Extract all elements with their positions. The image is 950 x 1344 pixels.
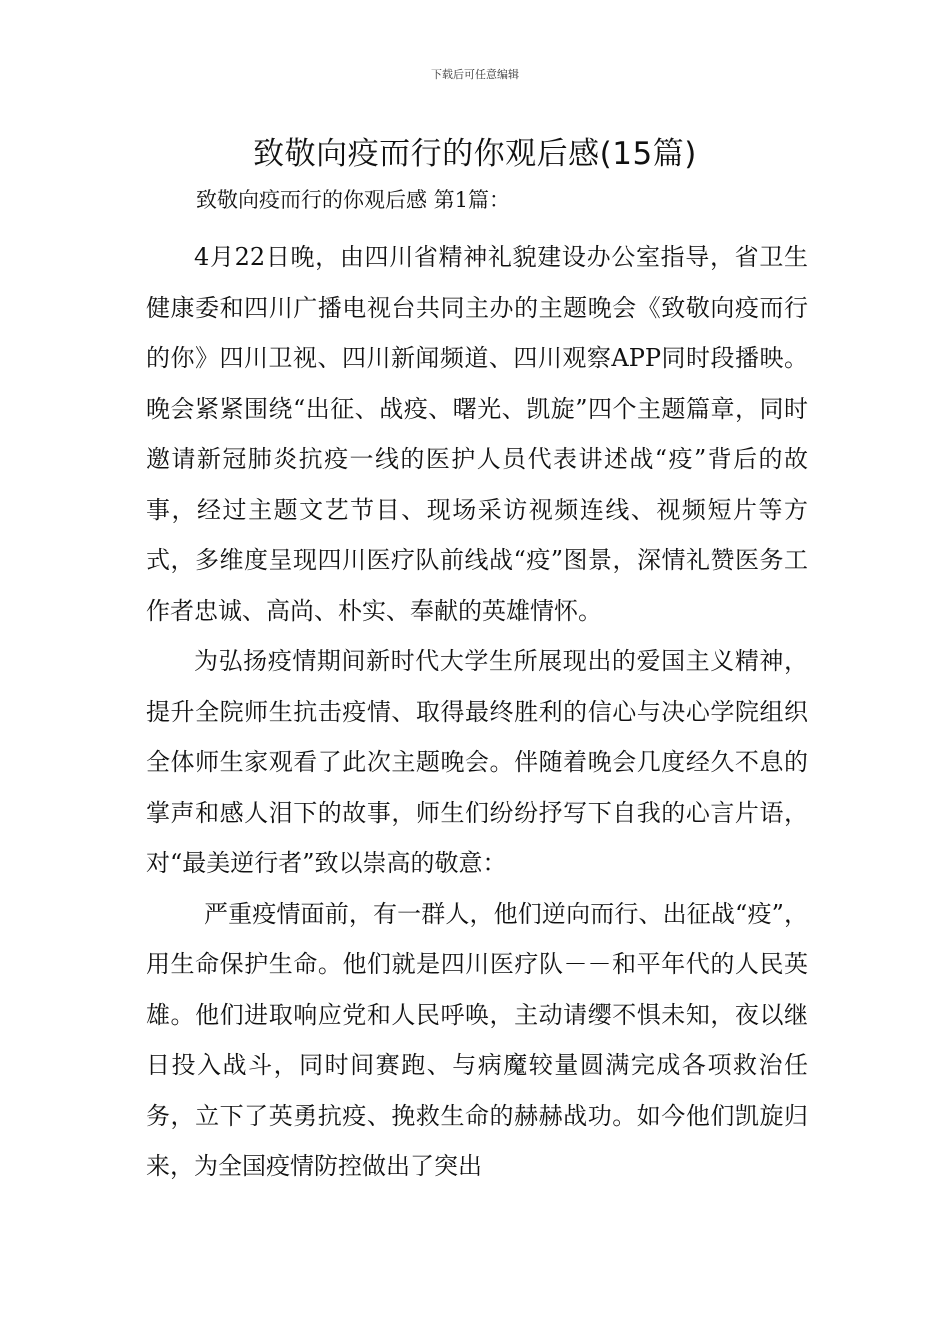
paragraph: 严重疫情面前，有一群人，他们逆向而行、出征战“疫”，用生命保护生命。他们就是四川医疗队－－和平年代的人民英雄。他们进取响应党和人民呼唤，主动请缨不惧未知，夜以继日投入战斗，同时间赛跑、与病魔较量圆满完成各项救治任务，立下了英勇抗疫、挽救生命的赫赫战功。如今他们凯旋归来，为全国疫情防控做出了突出 <box>146 899 808 1180</box>
header-note: 下载后可任意编辑 <box>431 68 519 81</box>
section-subtitle: 致敬向疫而行的你观后感 第1篇： <box>196 188 511 212</box>
document-title: 致敬向疫而行的你观后感(15篇) <box>253 136 697 172</box>
paragraph: 4月22日晚，由四川省精神礼貌建设办公室指导，省卫生健康委和四川广播电视台共同主办的主题晚会《致敬向疫而行的你》四川卫视、四川新闻频道、四川观察APP同时段播映。晚会紧紧围绕“出征、战疫、曙光、凯旋”四个主题篇章，同时邀请新冠肺炎抗疫一线的医护人员代表讲述战“疫”背后的故事，经过主题文艺节目、现场采访视频连线、视频短片等方式，多维度呈现四川医疗队前线战“疫”图景，深情礼赞医务工作者忠诚、高尚、朴实、奉献的英雄情怀。 <box>146 243 808 625</box>
paragraph: 为弘扬疫情期间新时代大学生所展现出的爱国主义精神，提升全院师生抗击疫情、取得最终胜利的信心与决心学院组织全体师生家观看了此次主题晚会。伴随着晚会几度经久不息的掌声和感人泪下的故事，师生们纷纷抒写下自我的心言片语，对“最美逆行者”致以崇高的敬意： <box>146 647 808 877</box>
document-body <box>146 232 808 1192</box>
